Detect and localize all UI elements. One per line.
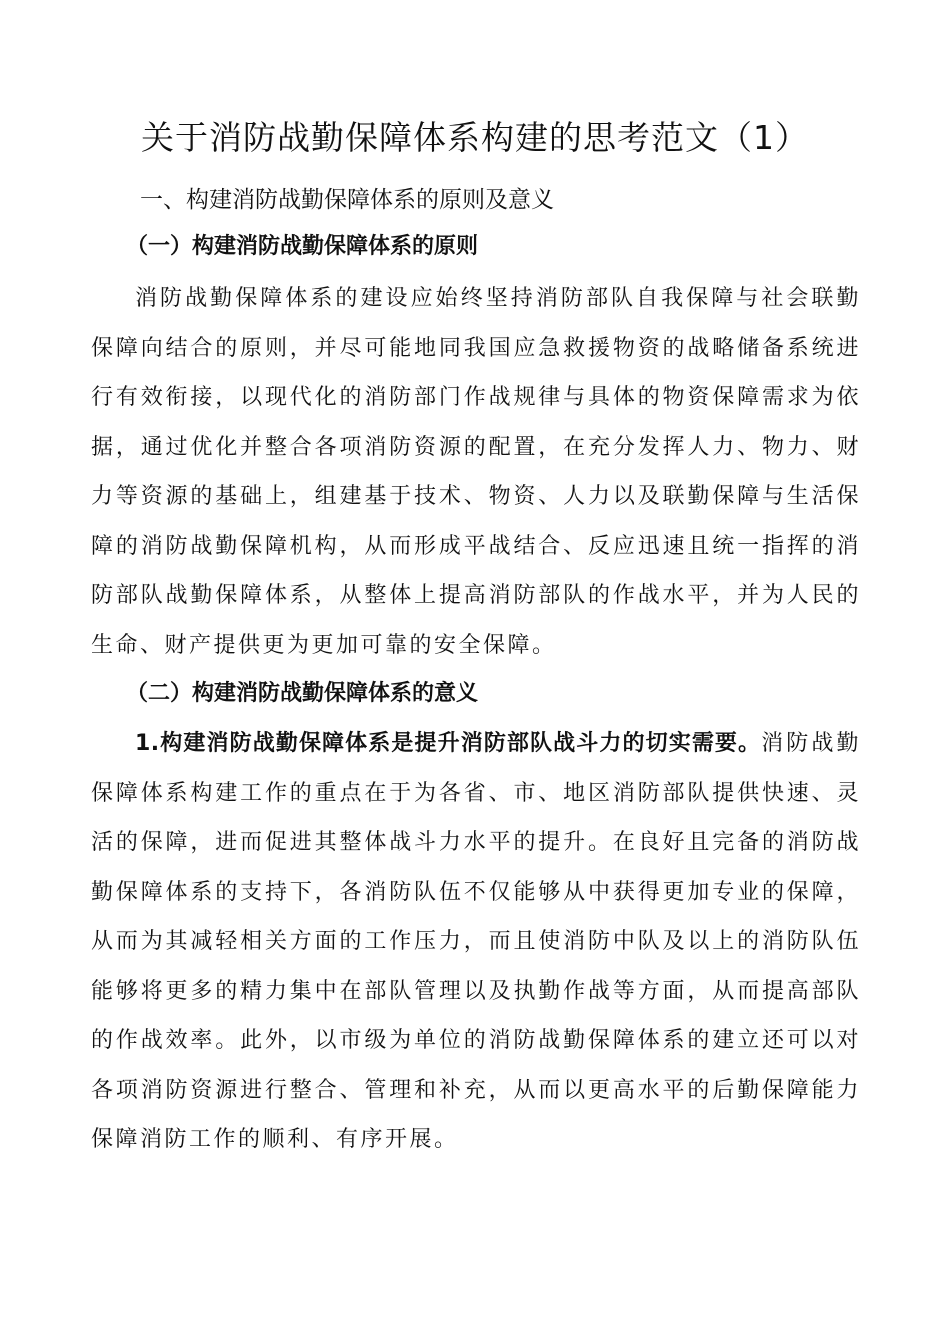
- subsection-heading-principles: （一）构建消防战勤保障体系的原则: [126, 234, 479, 259]
- significance-point-1-lead: 1.构建消防战勤保障体系是提升消防部队战斗力的切实需要。: [135, 731, 762, 756]
- section-heading-principles-significance: 一、构建消防战勤保障体系的原则及意义: [140, 187, 554, 213]
- subsection-heading-significance: （二）构建消防战勤保障体系的意义: [126, 681, 479, 706]
- document-title: 关于消防战勤保障体系构建的思考范文（1）: [141, 118, 809, 157]
- significance-point-1-body: 消防战勤保障体系构建工作的重点在于为各省、市、地区消防部队提供快速、灵活的保障，进而促进其整体战斗力水平的提升。在良好且完备的消防战勤保障体系的支持下，各消防队伍不仅能够从中获得更加专业的保障，从而为其减轻相关方面的工作压力，而且使消防中队及以上的消防队伍能够将更多的精力集中在部队管理以及执勤作战等方面，从而提高部队的作战效率。此外，以市级为单位的消防战勤保障体系的建立还可以对各项消防资源进行整合、管理和补充，从而以更高水平的后勤保障能力保障消防工作的顺利、有序开展。: [91, 731, 861, 1152]
- significance-point-1-paragraph: [91, 719, 861, 1165]
- principles-paragraph: 消防战勤保障体系的建设应始终坚持消防部队自我保障与社会联勤保障向结合的原则，并尽可能地同我国应急救援物资的战略储备系统进行有效衔接，以现代化的消防部门作战规律与具体的物资保障需求为依据，通过优化并整合各项消防资源的配置，在充分发挥人力、物力、财力等资源的基础上，组建基于技术、物资、人力以及联勤保障与生活保障的消防战勤保障机构，从而形成平战结合、反应迅速且统一指挥的消防部队战勤保障体系，从整体上提高消防部队的作战水平，并为人民的生命、财产提供更为更加可靠的安全保障。: [91, 286, 861, 658]
